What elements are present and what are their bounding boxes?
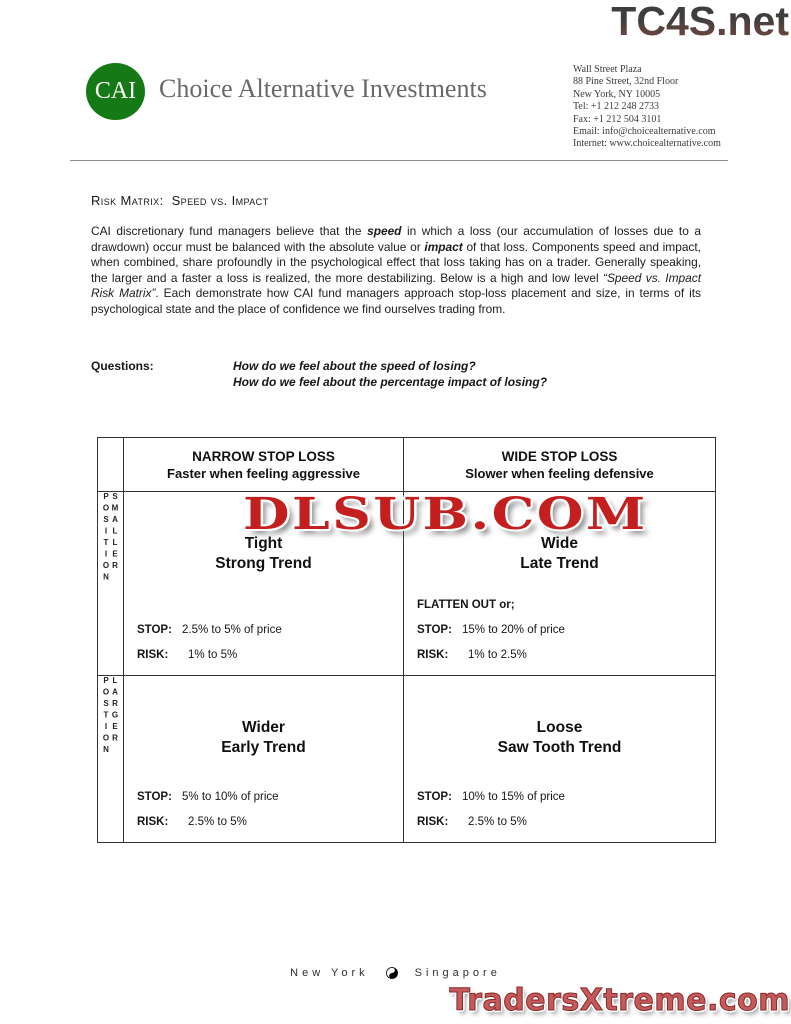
- emphasis-speed: speed: [367, 224, 402, 238]
- cell-stats: [137, 623, 282, 662]
- matrix-col-header-wide: [404, 438, 715, 492]
- col-header-subtitle: Faster when feeling aggressive: [167, 465, 360, 481]
- row-label-larger-position: LARGER POSTION: [98, 676, 124, 842]
- address-line: Tel: +1 212 248 2733: [573, 101, 660, 113]
- stop-stat: [137, 790, 279, 804]
- matrix-cell-wider-early-trend: [124, 676, 404, 842]
- address-line: 88 Pine Street, 32nd Floor: [573, 76, 679, 88]
- stop-stat: [137, 623, 282, 637]
- risk-stat: [137, 648, 282, 662]
- stop-label: STOP:: [137, 624, 172, 636]
- risk-value: 1% to 2.5%: [468, 649, 527, 661]
- cell-stats: [137, 790, 279, 829]
- cell-title-line: Saw Tooth Trend: [497, 738, 622, 756]
- section-heading: Risk Matrix: Speed vs. Impact: [91, 193, 269, 208]
- row-label-smaller-position: SMALLER POSITION: [98, 492, 124, 676]
- col-header-title: NARROW STOP LOSS: [192, 448, 335, 464]
- paragraph-text: CAI discretionary fund managers believe that the: [91, 224, 368, 238]
- question-line: How do we feel about the percentage impact of losing?: [233, 374, 548, 389]
- cell-title: [404, 718, 715, 757]
- risk-value: 1% to 5%: [188, 649, 238, 661]
- address-line: New York, NY 10005: [573, 88, 661, 100]
- stop-value: 15% to 20% of price: [462, 624, 565, 636]
- flatten-out-note: FLATTEN OUT or;: [417, 599, 515, 611]
- tradersxtreme-watermark: TradersXtreme.com: [449, 983, 790, 1018]
- cai-logo-text: CAI: [94, 78, 137, 104]
- risk-stat: [417, 815, 565, 829]
- paragraph-text: . Each demonstrate how CAI fund managers approach stop-loss placement and size, in terms of its psychological state and the place of confidence we find ourselves trading from.: [91, 286, 701, 316]
- cai-logo: [86, 63, 145, 120]
- footer-offices: [0, 967, 791, 979]
- cell-title-line: Wider: [242, 719, 285, 736]
- risk-label: RISK:: [137, 816, 169, 828]
- questions-list: [233, 359, 547, 390]
- tc4s-watermark: TC4S.net: [611, 0, 789, 44]
- address-line: Internet: www.choicealternative.com: [573, 138, 721, 150]
- matrix-cell-loose-saw-tooth-trend: [404, 676, 715, 842]
- paragraph-text: of that loss. Components speed and impact, when combined, share profoundly in the psychological effect that loss taking has on a trader. Generally speaking, the larger and a faster a loss is realized, the more destabilizing. Below is a high and low level: [91, 239, 701, 285]
- stop-stat: [417, 790, 565, 804]
- cell-title: [124, 718, 403, 757]
- risk-label: RISK:: [417, 816, 449, 828]
- cell-stats: [417, 598, 565, 662]
- paragraph-text: in which a loss (our accumulation of losses due to a drawdown) occur must be balanced with the absolute value or: [91, 224, 701, 254]
- stop-value: 2.5% to 5% of price: [182, 624, 282, 636]
- col-header-title: WIDE STOP LOSS: [501, 448, 618, 464]
- intro-paragraph: [91, 224, 701, 318]
- risk-value: 2.5% to 5%: [468, 816, 527, 828]
- address-line: Fax: +1 212 504 3101: [573, 113, 662, 125]
- questions-label: Questions:: [91, 359, 154, 373]
- matrix-title-quote: “Speed vs. Impact Risk Matrix”: [91, 270, 701, 301]
- stop-value: 10% to 15% of price: [462, 791, 565, 803]
- risk-stat: [417, 648, 565, 662]
- address-line: Wall Street Plaza: [573, 64, 642, 75]
- cell-title-line: Loose: [536, 719, 583, 736]
- dlsub-watermark: DLSUB.COM: [243, 489, 648, 540]
- risk-stat: [137, 815, 279, 829]
- stop-label: STOP:: [417, 791, 452, 803]
- stop-stat: [417, 623, 565, 637]
- cell-title-line: Strong Trend: [215, 554, 312, 572]
- stop-value: 5% to 10% of price: [182, 791, 279, 803]
- stop-label: STOP:: [137, 791, 172, 803]
- header-divider: [70, 160, 728, 161]
- cell-stats: [417, 790, 565, 829]
- cell-title-line: Late Trend: [520, 554, 599, 572]
- col-header-subtitle: Slower when feeling defensive: [465, 465, 654, 481]
- cell-title-line: Early Trend: [221, 738, 306, 756]
- matrix-col-header-narrow: [124, 438, 404, 492]
- footer-city-new-york: New York: [290, 967, 369, 979]
- risk-label: RISK:: [137, 649, 169, 661]
- emphasis-impact: impact: [424, 239, 463, 254]
- company-name: Choice Alternative Investments: [159, 74, 487, 103]
- address-block: [573, 64, 721, 151]
- cell-title-line: Wide: [541, 535, 578, 552]
- risk-label: RISK:: [417, 649, 449, 661]
- question-line: How do we feel about the speed of losing?: [233, 359, 476, 373]
- stop-label: STOP:: [417, 624, 452, 636]
- address-line: Email: info@choicealternative.com: [573, 126, 716, 138]
- matrix-corner-cell: [98, 438, 124, 492]
- yin-yang-icon: [386, 967, 398, 979]
- risk-value: 2.5% to 5%: [188, 816, 247, 828]
- cell-title-line: Tight: [244, 535, 283, 552]
- footer-city-singapore: Singapore: [414, 967, 501, 979]
